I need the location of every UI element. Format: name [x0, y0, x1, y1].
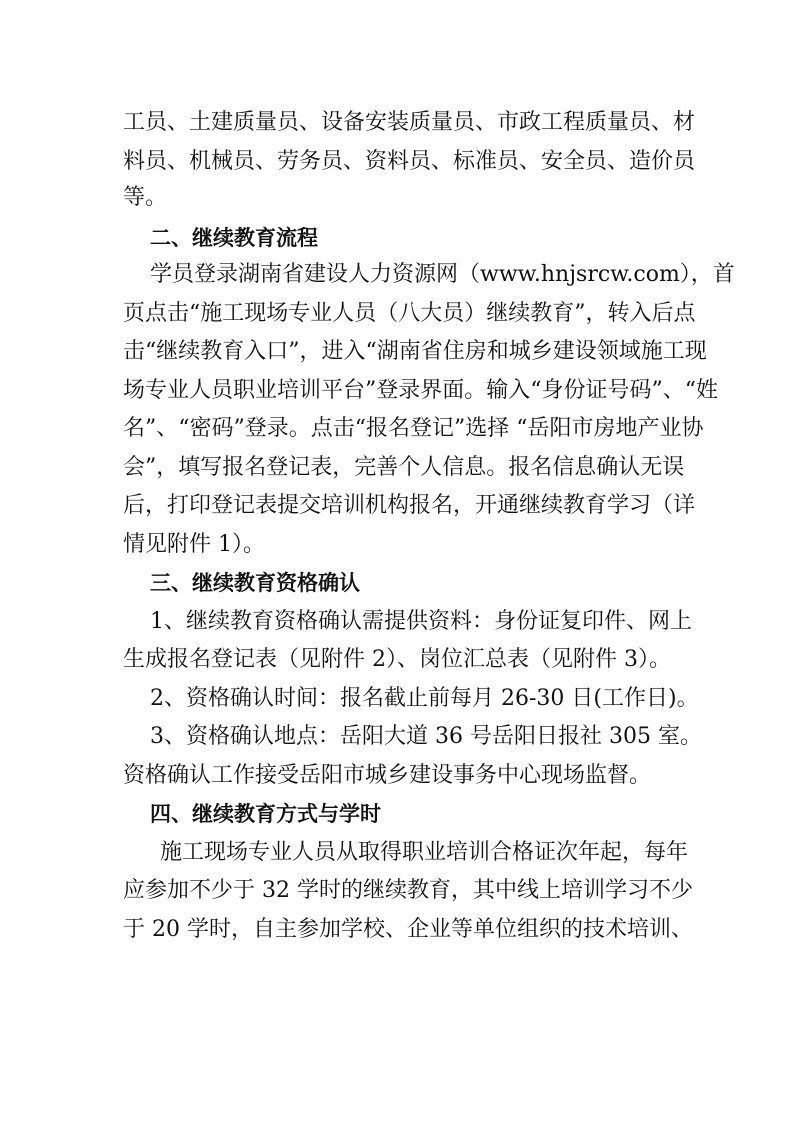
paragraph-line: 应参加不少于 32 学时的继续教育，其中线上培训学习不少 — [123, 878, 693, 903]
paragraph-line: 页点击“施工现场专业人员（八大员）继续教育”，转入后点 — [123, 301, 696, 326]
paragraph-line: 1、继续教育资格确认需提供资料：身份证复印件、网上 — [150, 609, 692, 634]
paragraph-line: 情见附件 1）。 — [123, 532, 265, 557]
paragraph-line: 会”，填写报名登记表，完善个人信息。报名信息确认无误 — [123, 455, 685, 480]
paragraph-line: 名”、“密码”登录。点击“报名登记”选择 “岳阳市房地产业协 — [123, 416, 704, 441]
paragraph-line: 2、资格确认时间：报名截止前每月 26-30 日(工作日)。 — [150, 686, 699, 711]
paragraph-line: 料员、机械员、劳务员、资料员、标准员、安全员、造价员 — [123, 149, 696, 174]
paragraph-line: 后，打印登记表提交培训机构报名，开通继续教育学习（详 — [123, 493, 696, 518]
paragraph-line: 施工现场专业人员从取得职业培训合格证次年起，每年 — [160, 840, 689, 865]
section-heading-process: 二、继续教育流程 — [150, 226, 318, 250]
paragraph-line: 击“继续教育入口”，进入“湖南省住房和城乡建设领域施工现 — [123, 339, 707, 364]
paragraph-line: 场专业人员职业培训平台”登录界面。输入“身份证号码”、“姓 — [123, 378, 718, 403]
paragraph-line: 于 20 学时，自主参加学校、企业等单位组织的技术培训、 — [123, 917, 693, 942]
paragraph-line: 资格确认工作接受岳阳市城乡建设事务中心现场监督。 — [123, 763, 652, 788]
paragraph-line: 工员、土建质量员、设备安装质量员、市政工程质量员、材 — [123, 110, 696, 135]
paragraph-line: 学员登录湖南省建设人力资源网（www.hnjsrcw.com），首 — [150, 262, 735, 287]
section-heading-qualification: 三、继续教育资格确认 — [150, 571, 360, 595]
section-heading-method-hours: 四、继续教育方式与学时 — [150, 802, 381, 826]
paragraph-line: 生成报名登记表（见附件 2）、岗位汇总表（见附件 3）。 — [123, 647, 671, 672]
paragraph-line: 等。 — [123, 185, 168, 210]
paragraph-line: 3、资格确认地点：岳阳大道 36 号岳阳日报社 305 室。 — [150, 724, 702, 749]
